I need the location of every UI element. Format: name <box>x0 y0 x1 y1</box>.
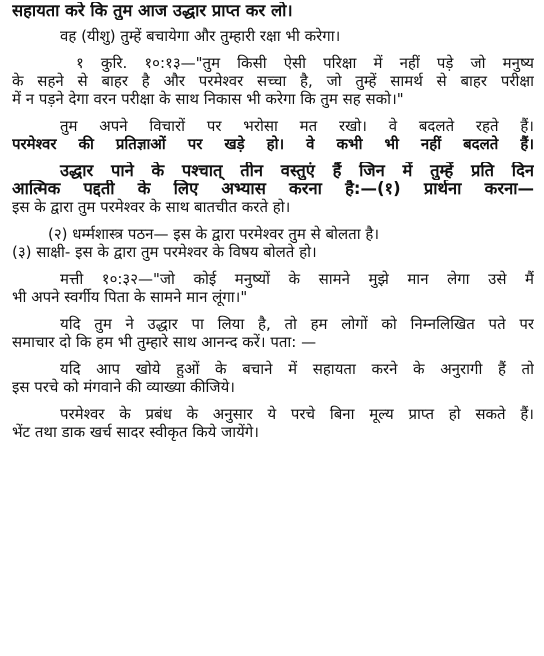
text-line-11: (२) धर्म्मशास्त्र पठन— इस के द्वारा परमेश्वर तुम से बोलता है। <box>48 225 380 243</box>
text-line-19: परमेश्वर के प्रबंध के अनुसार ये परचे बिना मूल्य प्राप्त हो सकते हैं। <box>60 405 534 423</box>
text-line-8: उद्धार पाने के पश्चात् तीन वस्तुएं हैं जिन में तुम्हें प्रति दिन <box>60 162 534 180</box>
text-line-14: भी अपने स्वर्गीय पिता के सामने मान लूंगा।" <box>12 288 248 306</box>
text-line-12: (३) साक्षी- इस के द्वारा तुम परमेश्वर के विषय बोलते हो। <box>12 243 317 261</box>
text-line-18: इस परचे को मंगवाने की व्याख्या कीजिये। <box>12 378 235 396</box>
text-line-9: आत्मिक पद्दती के लिए अभ्यास करना है:—(१) प्रार्थना करना— <box>12 180 534 198</box>
text-line-16: समाचार दो कि हम भी तुम्हारे साथ आनन्द करें। पता: — <box>12 333 317 351</box>
text-line-5: में न पड़ने देगा वरन परीक्षा के साथ निकास भी करेगा कि तुम सह सको।" <box>12 90 404 108</box>
text-line-7: परमेश्वर की प्रतिज्ञाओं पर खड़े हो। वे कभी भी नहीं बदलते हैं। <box>12 135 534 153</box>
text-line-3: १ कुरि. १०:१३—"तुम किसी ऐसी परिक्षा में नहीं पड़े जो मनुष्य <box>76 54 534 72</box>
text-line-17: यदि आप खोये हुओं के बचाने में सहायता करने के अनुरागी हैं तो <box>60 360 534 378</box>
text-line-10: इस के द्वारा तुम परमेश्वर के साथ बातचीत करते हो। <box>12 198 291 216</box>
text-line-13: मत्ती १०:३२—"जो कोई मनुष्यों के सामने मुझे मान लेगा उसे मैं <box>60 270 534 288</box>
text-line-6: तुम अपने विचारों पर भरोसा मत रखो। वे बदलते रहते हैं। <box>60 117 534 135</box>
text-line-4: के सहने से बाहर है और परमेश्वर सच्चा है, जो तुम्हें सामर्थ से बाहर परीक्षा <box>12 72 534 90</box>
text-line-1: सहायता करे कि तुम आज उद्धार प्राप्त कर लो। <box>12 2 293 20</box>
text-line-15: यदि तुम ने उद्धार पा लिया है, तो हम लोगों को निम्नलिखित पते पर <box>60 315 534 333</box>
text-line-20: भेंट तथा डाक खर्च सादर स्वीकृत किये जायेंगे। <box>12 423 259 441</box>
text-line-2: वह (यीशु) तुम्हें बचायेगा और तुम्हारी रक्षा भी करेगा। <box>60 27 341 45</box>
